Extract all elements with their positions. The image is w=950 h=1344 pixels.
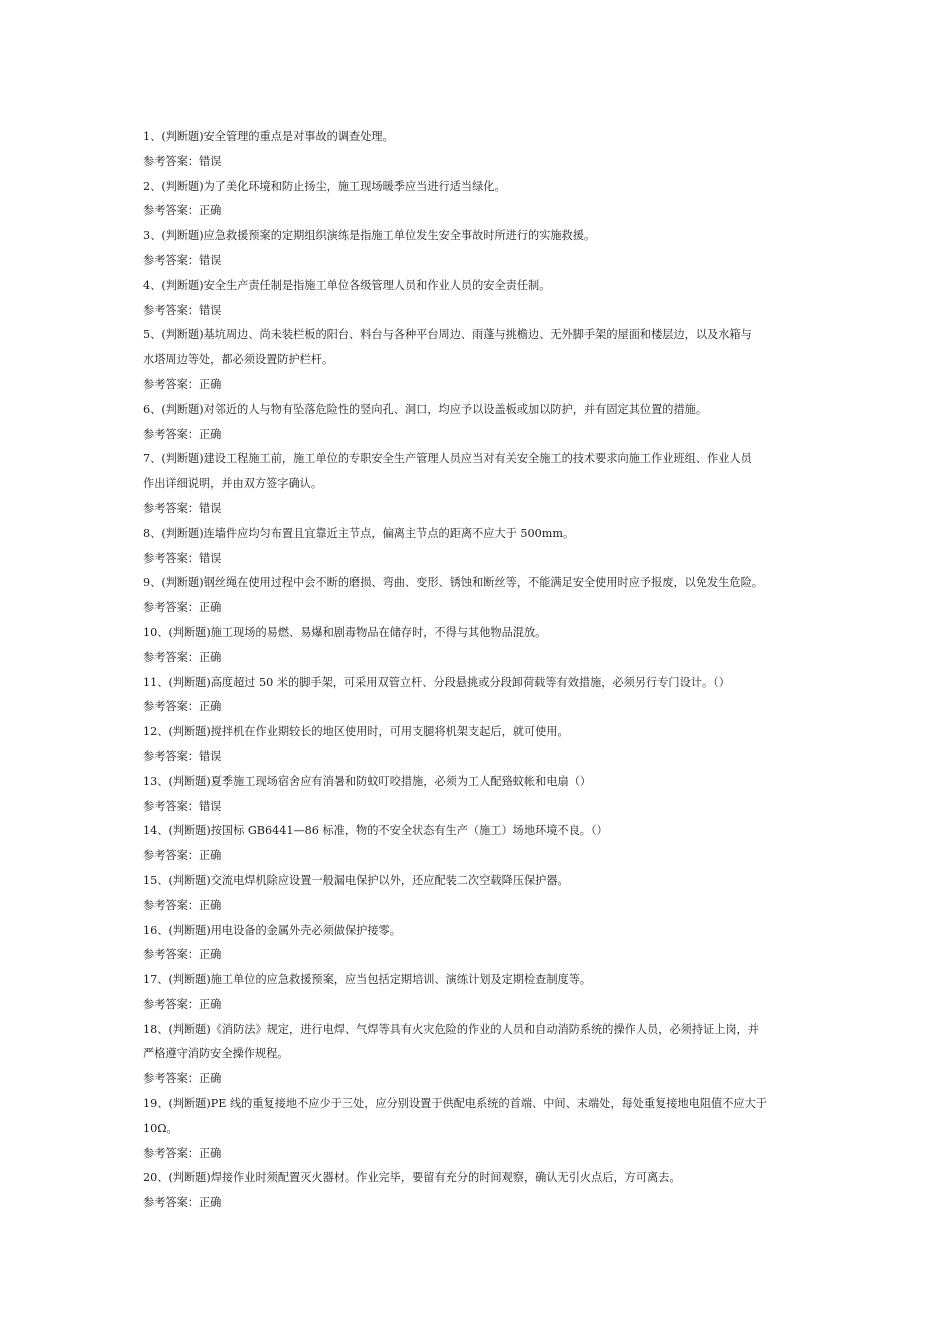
answer-line: [143, 745, 823, 770]
question-text: [143, 175, 823, 200]
question-type: (判断题): [161, 278, 204, 292]
question-number: 17、: [143, 973, 169, 987]
question-body: 施工单位的应急救援预案，应当包括定期培训、演练计划及定期检查制度等。: [210, 973, 592, 987]
question-body: 连墙件应均匀布置且宜靠近主节点，偏离主节点的距离不应大于 500mm。: [203, 526, 575, 540]
question-number: 14、: [143, 824, 169, 838]
question-item: [143, 869, 823, 919]
question-number: 19、: [143, 1097, 169, 1111]
question-number: 12、: [143, 725, 169, 739]
question-text: [143, 1018, 823, 1043]
question-body: 《消防法》规定，进行电焊、气焊等具有火灾危险的作业的人员和自动消防系统的操作人员，必须持证上岗，并: [210, 1022, 759, 1036]
question-text: [143, 323, 823, 348]
answer-value: 正确: [198, 898, 222, 912]
question-type: (判断题): [161, 229, 204, 243]
answer-value: 正确: [198, 601, 222, 615]
question-type: (判断题): [168, 973, 211, 987]
answer-label: 参考答案：: [143, 427, 199, 441]
question-text: [143, 571, 823, 596]
question-item: [143, 522, 823, 572]
question-type: (判断题): [161, 576, 204, 590]
question-item: [143, 1166, 823, 1216]
question-item: [143, 1018, 823, 1092]
question-text: [143, 968, 823, 993]
question-body: 严格遵守消防安全操作规程。: [143, 1047, 289, 1061]
question-number: 3、: [143, 229, 162, 243]
answer-line: [143, 844, 823, 869]
question-text: [143, 720, 823, 745]
answer-label: 参考答案：: [143, 551, 199, 565]
question-item: [143, 919, 823, 969]
question-body: 焊接作业时须配置灭火器材。作业完毕，要留有充分的时间观察，确认无引火点后，方可离去。: [210, 1171, 681, 1185]
answer-line: [143, 547, 823, 572]
question-number: 16、: [143, 923, 169, 937]
question-number: 1、: [143, 130, 162, 143]
question-text: [143, 447, 823, 472]
answer-line: [143, 423, 823, 448]
answer-value: 正确: [198, 650, 222, 664]
answer-label: 参考答案：: [143, 501, 199, 515]
question-number: 11、: [143, 675, 169, 689]
question-body: 高度超过 50 米的脚手架，可采用双管立杆、分段悬挑或分段卸荷载等有效措施，必须另行专门设计。（）: [210, 675, 730, 689]
answer-label: 参考答案：: [143, 377, 199, 391]
answer-value: 正确: [198, 997, 222, 1011]
question-text: [143, 770, 823, 795]
question-type: (判断题): [168, 675, 211, 689]
answer-value: 错误: [198, 303, 222, 317]
answer-label: 参考答案：: [143, 1196, 199, 1210]
question-text: [143, 224, 823, 249]
question-number: 13、: [143, 774, 169, 788]
question-body: 10Ω。: [143, 1121, 178, 1135]
question-number: 5、: [143, 328, 162, 342]
answer-label: 参考答案：: [143, 253, 199, 267]
answer-label: 参考答案：: [143, 948, 199, 962]
answer-value: 错误: [198, 551, 222, 565]
answer-line: [143, 943, 823, 968]
question-item: [143, 819, 823, 869]
answer-line: [143, 150, 823, 175]
question-number: 4、: [143, 278, 162, 292]
answer-value: 正确: [198, 849, 222, 863]
question-item: [143, 770, 823, 820]
question-item: [143, 621, 823, 671]
answer-line: [143, 646, 823, 671]
answer-line: [143, 299, 823, 324]
question-item: [143, 175, 823, 225]
question-body: 应急救援预案的定期组织演练是指施工单位发生安全事故时所进行的实施救援。: [203, 229, 596, 243]
answer-label: 参考答案：: [143, 997, 199, 1011]
answer-label: 参考答案：: [143, 204, 199, 218]
answer-value: 正确: [198, 427, 222, 441]
question-body: 建设工程施工前，施工单位的专职安全生产管理人员应当对有关安全施工的技术要求向施工作业班组、作业人员: [203, 452, 752, 466]
question-type: (判断题): [161, 526, 204, 540]
answer-label: 参考答案：: [143, 650, 199, 664]
answer-label: 参考答案：: [143, 799, 199, 813]
answer-label: 参考答案：: [143, 898, 199, 912]
question-body: 钢丝绳在使用过程中会不断的磨损、弯曲、变形、锈蚀和断丝等，不能满足安全使用时应予报废，以免发生危险。: [203, 576, 763, 590]
answer-label: 参考答案：: [143, 700, 199, 714]
question-body: 夏季施工现场宿舍应有消暑和防蚊叮咬措施，必须为工人配臵蚊帐和电扇（）: [210, 774, 592, 788]
answer-value: 正确: [198, 204, 222, 218]
question-body: 作出详细说明，并由双方签字确认。: [143, 477, 323, 491]
answer-line: [143, 199, 823, 224]
question-type: (判断题): [168, 1097, 211, 1111]
question-number: 18、: [143, 1022, 169, 1036]
answer-label: 参考答案：: [143, 601, 199, 615]
answer-line: [143, 497, 823, 522]
answer-line: [143, 795, 823, 820]
answer-line: [143, 695, 823, 720]
question-number: 6、: [143, 402, 162, 416]
answer-value: 错误: [198, 154, 222, 168]
question-type: (判断题): [168, 1171, 211, 1185]
question-number: 7、: [143, 452, 162, 466]
question-item: [143, 720, 823, 770]
question-body: 施工现场的易燃、易爆和剧毒物品在储存时，不得与其他物品混放。: [210, 625, 547, 639]
question-number: 20、: [143, 1171, 169, 1185]
question-text: [143, 1166, 823, 1191]
question-text: [143, 398, 823, 423]
answer-line: [143, 1142, 823, 1167]
question-text: [143, 274, 823, 299]
answer-value: 正确: [198, 700, 222, 714]
question-item: [143, 274, 823, 324]
question-text: [143, 125, 823, 150]
question-body: 基坑周边、尚未装栏板的阳台、料台与各种平台周边、雨蓬与挑檐边、无外脚手架的屋面和楼层边，以及水箱与: [203, 328, 752, 342]
question-item: [143, 1092, 823, 1166]
question-number: 8、: [143, 526, 162, 540]
question-text: [143, 869, 823, 894]
question-body: 安全管理的重点是对事故的调查处理。: [203, 130, 394, 143]
question-item: [143, 671, 823, 721]
answer-line: [143, 894, 823, 919]
answer-label: 参考答案：: [143, 303, 199, 317]
question-type: (判断题): [168, 625, 211, 639]
question-type: (判断题): [161, 179, 204, 193]
question-text: [143, 1092, 823, 1117]
question-item: [143, 968, 823, 1018]
question-body: 为了美化环境和防止扬尘，施工现场暖季应当进行适当绿化。: [203, 179, 506, 193]
answer-label: 参考答案：: [143, 749, 199, 763]
question-item: [143, 323, 823, 397]
answer-label: 参考答案：: [143, 1146, 199, 1160]
question-type: (判断题): [161, 452, 204, 466]
answer-line: [143, 249, 823, 274]
answer-value: 错误: [198, 799, 222, 813]
answer-label: 参考答案：: [143, 154, 199, 168]
answer-value: 正确: [198, 1072, 222, 1086]
question-number: 2、: [143, 179, 162, 193]
answer-line: [143, 1067, 823, 1092]
answer-value: 正确: [198, 1146, 222, 1160]
question-body: 按国标 GB6441—86 标准，物的不安全状态有生产（施工）场地环境不良。（）: [210, 824, 608, 838]
question-type: (判断题): [161, 130, 204, 143]
answer-value: 错误: [198, 749, 222, 763]
question-text: [143, 671, 823, 696]
answer-line: [143, 1191, 823, 1216]
question-text: [143, 819, 823, 844]
answer-value: 正确: [198, 1196, 222, 1210]
question-item: [143, 224, 823, 274]
question-body: PE 线的重复接地不应少于三处，应分别设置于供配电系统的首端、中间、末端处，每处重复接地电阻值不应大于: [210, 1097, 767, 1111]
question-item: [143, 571, 823, 621]
question-item: [143, 125, 823, 175]
question-text-continued: [143, 1117, 823, 1142]
question-type: (判断题): [168, 824, 211, 838]
answer-label: 参考答案：: [143, 849, 199, 863]
question-type: (判断题): [161, 328, 204, 342]
question-type: (判断题): [168, 873, 211, 887]
question-text-continued: [143, 472, 823, 497]
question-number: 10、: [143, 625, 169, 639]
question-text-continued: [143, 1042, 823, 1067]
question-body: 搅拌机在作业期较长的地区使用时，可用支腿将机架支起后，就可使用。: [210, 725, 569, 739]
answer-line: [143, 596, 823, 621]
question-body: 安全生产责任制是指施工单位各级管理人员和作业人员的安全责任制。: [203, 278, 551, 292]
answer-label: 参考答案：: [143, 1072, 199, 1086]
question-text: [143, 919, 823, 944]
question-body: 水塔周边等处，都必须设置防护栏杆。: [143, 353, 334, 367]
answer-value: 错误: [198, 253, 222, 267]
question-type: (判断题): [161, 402, 204, 416]
answer-value: 正确: [198, 948, 222, 962]
answer-value: 错误: [198, 501, 222, 515]
question-text: [143, 522, 823, 547]
answer-line: [143, 373, 823, 398]
question-type: (判断题): [168, 1022, 211, 1036]
answer-value: 正确: [198, 377, 222, 391]
question-list: [143, 125, 823, 1216]
question-text: [143, 621, 823, 646]
question-item: [143, 398, 823, 448]
answer-line: [143, 993, 823, 1018]
question-body: 交流电焊机除应设置一般漏电保护以外，还应配装二次空载降压保护器。: [210, 873, 569, 887]
question-type: (判断题): [168, 725, 211, 739]
question-body: 对邻近的人与物有坠落危险性的竖向孔、洞口，均应予以设盖板或加以防护，并有固定其位置的措施。: [203, 402, 708, 416]
question-text-continued: [143, 348, 823, 373]
question-body: 用电设备的金属外壳必须做保护接零。: [210, 923, 401, 937]
question-type: (判断题): [168, 774, 211, 788]
question-number: 15、: [143, 873, 169, 887]
question-item: [143, 447, 823, 521]
question-type: (判断题): [168, 923, 211, 937]
question-number: 9、: [143, 576, 162, 590]
